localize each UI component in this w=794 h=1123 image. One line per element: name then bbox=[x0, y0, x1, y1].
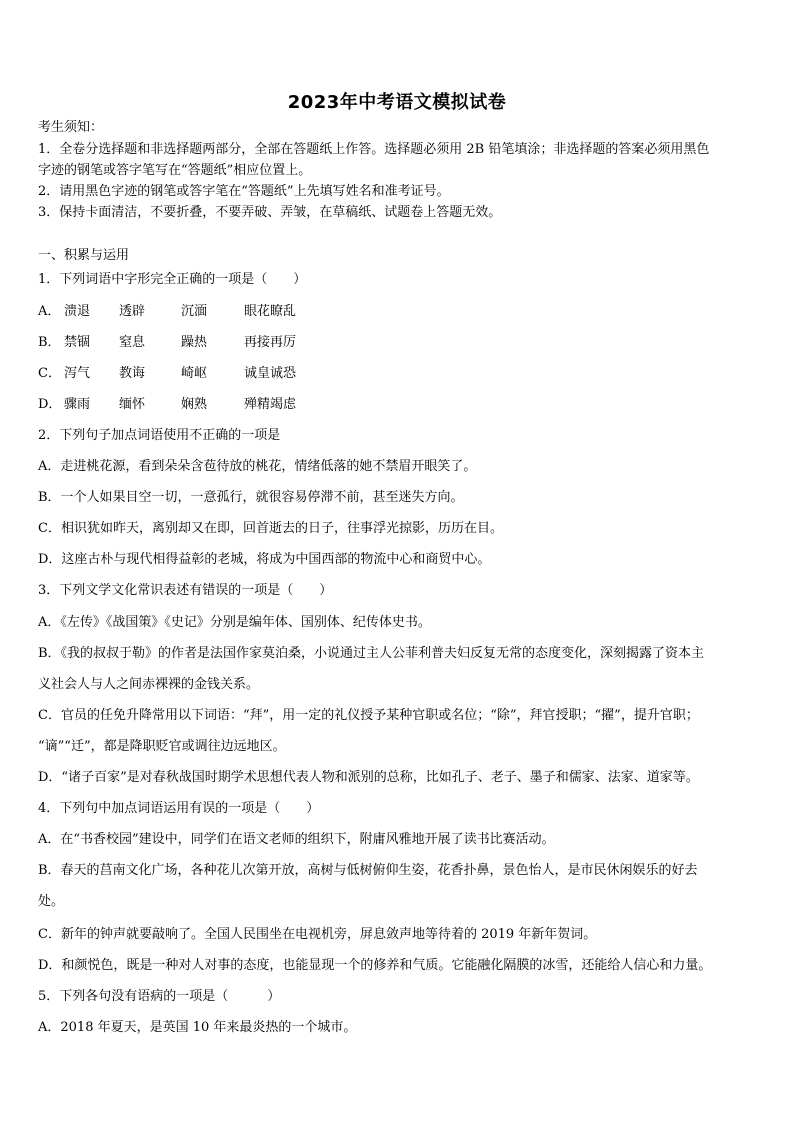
q3-line: A．《左传》《战国策》《史记》分别是编年体、国别体、纪传体史书。 bbox=[38, 615, 431, 630]
notice-line: 3．保持卡面清洁，不要折叠，不要弄破、弄皱，在草稿纸、试题卷上答题无效。 bbox=[38, 205, 502, 220]
q1-option-a-label: A． bbox=[38, 304, 61, 319]
section-heading: 一、积累与运用 bbox=[38, 248, 130, 263]
notice-heading: 考生须知： bbox=[38, 120, 104, 135]
question-1-stem: 1．下列词语中字形完全正确的一项是（ ） bbox=[38, 272, 307, 287]
question-2-stem: 2．下列句子加点词语使用不正确的一项是 bbox=[38, 428, 281, 443]
notice-line: 字迹的钢笔或答字笔写在“答题纸”相应位置上。 bbox=[38, 163, 312, 178]
q1-option-a-word: 溃退 bbox=[64, 304, 91, 319]
q1-option-d-word: 骤雨 bbox=[64, 397, 91, 412]
q4-line: A．在“书香校园”建设中，同学们在语文老师的组织下，附庸风雅地开展了读书比赛活动。 bbox=[38, 832, 555, 847]
notice-line: 2．请用黑色字迹的钢笔或答字笔在“答题纸”上先填写姓名和准考证号。 bbox=[38, 184, 450, 199]
question-3-stem: 3．下列文学文化常识表述有错误的一项是（ ） bbox=[38, 583, 333, 598]
q2-option: A．走进桃花源，看到朵朵含苞待放的桃花，情绪低落的她不禁眉开眼笑了。 bbox=[38, 459, 477, 474]
q3-line: 义社会人与人之间赤裸裸的金钱关系。 bbox=[38, 677, 260, 692]
q1-option-a-word: 透辟 bbox=[119, 304, 146, 319]
q1-option-c-word: 诚皇诚恐 bbox=[244, 366, 297, 381]
q2-option: C．相识犹如昨天，离别却又在即，回首逝去的日子，往事浮光掠影，历历在目。 bbox=[38, 521, 503, 536]
question-5-stem: 5．下列各句没有语病的一项是（ ） bbox=[38, 989, 281, 1004]
q1-option-c-word: 泻气 bbox=[64, 366, 91, 381]
page-title: 2023年中考语文模拟试卷 bbox=[287, 92, 507, 113]
q2-option: B．一个人如果目空一切，一意孤行，就很容易停滞不前，甚至迷失方向。 bbox=[38, 490, 464, 505]
q1-option-d-word: 殚精竭虑 bbox=[244, 397, 297, 412]
q1-option-b-word: 禁锢 bbox=[64, 335, 91, 350]
q1-option-b-word: 窒息 bbox=[119, 335, 146, 350]
q3-line: C．官员的任免升降常用以下词语：“拜”，用一定的礼仪授予某种官职或名位；“除”，拜官授职；“擢”，提升官职； bbox=[38, 708, 699, 723]
q1-option-d-word: 娴熟 bbox=[181, 397, 208, 412]
q4-line: C．新年的钟声就要敲响了。全国人民围坐在电视机旁，屏息敛声地等待着的 2019 年新年贺词。 bbox=[38, 927, 597, 942]
q1-option-d-label: D． bbox=[38, 397, 62, 412]
q1-option-a-word: 沉湎 bbox=[181, 304, 208, 319]
notice-line: 1．全卷分选择题和非选择题两部分，全部在答题纸上作答。选择题必须用 2B 铅笔填涂；非选择题的答案必须用黑色 bbox=[38, 142, 710, 157]
q4-line: 处。 bbox=[38, 894, 65, 909]
q1-option-d-word: 缅怀 bbox=[119, 397, 146, 412]
q1-option-c-word: 教诲 bbox=[119, 366, 146, 381]
q1-option-b-label: B． bbox=[38, 335, 61, 350]
q1-option-b-word: 躁热 bbox=[181, 335, 208, 350]
q2-option: D．这座古朴与现代相得益彰的老城，将成为中国西部的物流中心和商贸中心。 bbox=[38, 552, 491, 567]
q1-option-c-word: 崎岖 bbox=[181, 366, 208, 381]
q1-option-a-word: 眼花瞭乱 bbox=[244, 304, 297, 319]
q4-line: B．春天的莒南文化广场，各种花儿次第开放，高树与低树俯仰生姿，花香扑鼻，景色怡人，是市民休闲娱乐的好去 bbox=[38, 863, 698, 878]
q1-option-b-word: 再接再厉 bbox=[244, 335, 297, 350]
q3-line: “谪”“迁”，都是降职贬官或调往边远地区。 bbox=[38, 739, 286, 754]
q5-line: A．2018 年夏天，是英国 10 年来最炎热的一个城市。 bbox=[38, 1020, 357, 1035]
question-4-stem: 4．下列句中加点词语运用有误的一项是（ ） bbox=[38, 801, 320, 816]
q4-line: D．和颜悦色，既是一种对人对事的态度，也能显现一个的修养和气质。它能融化隔膜的冰雪，还能给人信心和力量。 bbox=[38, 958, 712, 973]
q3-line: B．《我的叔叔于勒》的作者是法国作家莫泊桑，小说通过主人公菲利普夫妇反复无常的态度变化，深刻揭露了资本主 bbox=[38, 646, 705, 661]
q3-line: D．“诸子百家”是对春秋战国时期学术思想代表人物和派别的总称，比如孔子、老子、墨子和儒家、法家、道家等。 bbox=[38, 770, 699, 785]
q1-option-c-label: C． bbox=[38, 366, 61, 381]
